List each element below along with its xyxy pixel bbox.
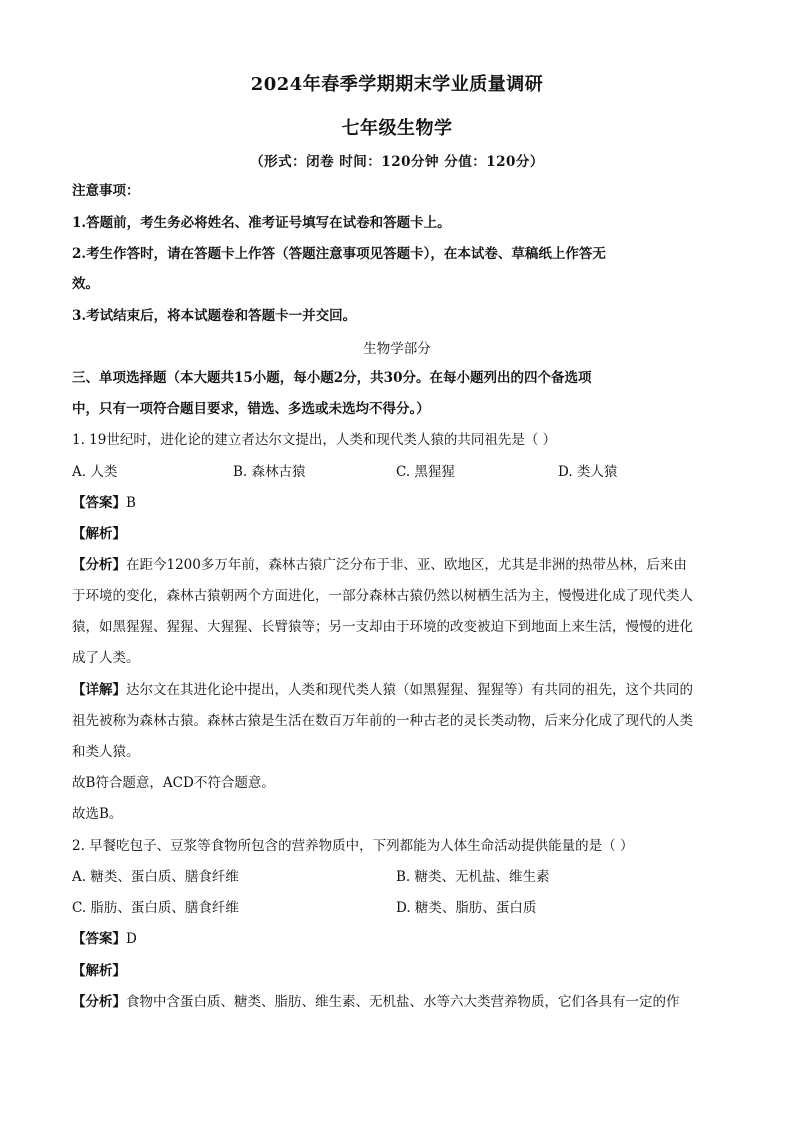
notice-item-2-cont: 效。: [72, 276, 99, 292]
q2-stem: 2. 早餐吃包子、豆浆等食物所包含的营养物质中，下列都能为人体生命活动提供能量的是（ ）: [72, 838, 634, 854]
q1-conclusion-1: 故B符合题意，ACD不符合题意。: [72, 775, 275, 791]
section-part-title: 生物学部分: [363, 341, 431, 357]
q2-option-c: C. 脂肪、蛋白质、膳食纤维: [72, 900, 239, 916]
answer-value: B: [126, 495, 136, 511]
notice-item-3: 3.考试结束后，将本试题卷和答题卡一并交回。: [72, 308, 357, 324]
exam-title: 2024年春季学期期末学业质量调研: [250, 74, 544, 95]
q1-fenxi-1: 【分析】在距今1200多万年前，森林古猿广泛分布于非、亚、欧地区，尤其是非洲的热带丛林，后来由: [72, 557, 687, 573]
q2-answer: [72, 929, 722, 949]
q1-analysis-tag: 【解析】: [72, 526, 126, 542]
q2-option-d: D. 糖类、脂肪、蛋白质: [396, 900, 537, 916]
q1-fenxi-3: 猿，如黑猩猩、猩猩、大猩猩、长臂猿等；另一支却由于环境的改变被迫下到地面上来生活，慢慢的进化: [72, 619, 693, 635]
q1-answer: [72, 493, 722, 513]
answer-tag: 【答案】: [72, 495, 126, 511]
q1-option-a: A. 人类: [72, 464, 118, 480]
notice-item-2: 2.考生作答时，请在答题卡上作答（答题注意事项见答题卡），在本试卷、草稿纸上作答无: [72, 246, 606, 262]
q1-option-b: B. 森林古猿: [233, 464, 306, 480]
q1-option-c: C. 黑猩猩: [396, 464, 455, 480]
q2-option-b: B. 糖类、无机盐、维生素: [396, 869, 550, 885]
q1-xiangjie-3: 和类人猿。: [72, 744, 140, 760]
q1-stem: 1. 19世纪时，进化论的建立者达尔文提出，人类和现代类人猿的共同祖先是（ ）: [72, 432, 557, 448]
q1-xiangjie-2: 祖先被称为森林古猿。森林古猿是生活在数百万年前的一种古老的灵长类动物，后来分化成了现代的人类: [72, 713, 693, 729]
q1-conclusion-2: 故选B。: [72, 806, 123, 822]
section-heading-cont: 中，只有一项符合题目要求，错选、多选或未选均不得分。）: [72, 401, 430, 417]
exam-subject: 七年级生物学: [341, 118, 453, 139]
exam-meta: （形式：闭卷 时间：120分钟 分值：120分）: [250, 154, 544, 170]
q1-xiangjie-1: 【详解】达尔文在其进化论中提出，人类和现代类人猿（如黑猩猩、猩猩等）有共同的祖先，这个共同的: [72, 682, 693, 698]
q1-fenxi-2: 于环境的变化，森林古猿朝两个方面进化，一部分森林古猿仍然以树栖生活为主，慢慢进化成了现代类人: [72, 588, 693, 604]
notice-item-1: 1.答题前，考生务必将姓名、准考证号填写在试卷和答题卡上。: [72, 215, 451, 231]
q2-analysis-tag: 【解析】: [72, 963, 126, 979]
section-heading: 三、单项选择题（本大题共15小题，每小题2分，共30分。在每小题列出的四个备选项: [72, 370, 592, 386]
q1-fenxi-4: 成了人类。: [72, 650, 140, 666]
q2-option-a: A. 糖类、蛋白质、膳食纤维: [72, 869, 239, 885]
notice-heading: 注意事项：: [72, 183, 140, 199]
answer-tag: 【答案】: [72, 931, 126, 947]
answer-value: D: [126, 931, 137, 947]
q2-fenxi-1: 【分析】食物中含蛋白质、糖类、脂肪、维生素、无机盐、水等六大类营养物质，它们各具有一定的作: [72, 994, 680, 1010]
q1-option-d: D. 类人猿: [558, 464, 618, 480]
